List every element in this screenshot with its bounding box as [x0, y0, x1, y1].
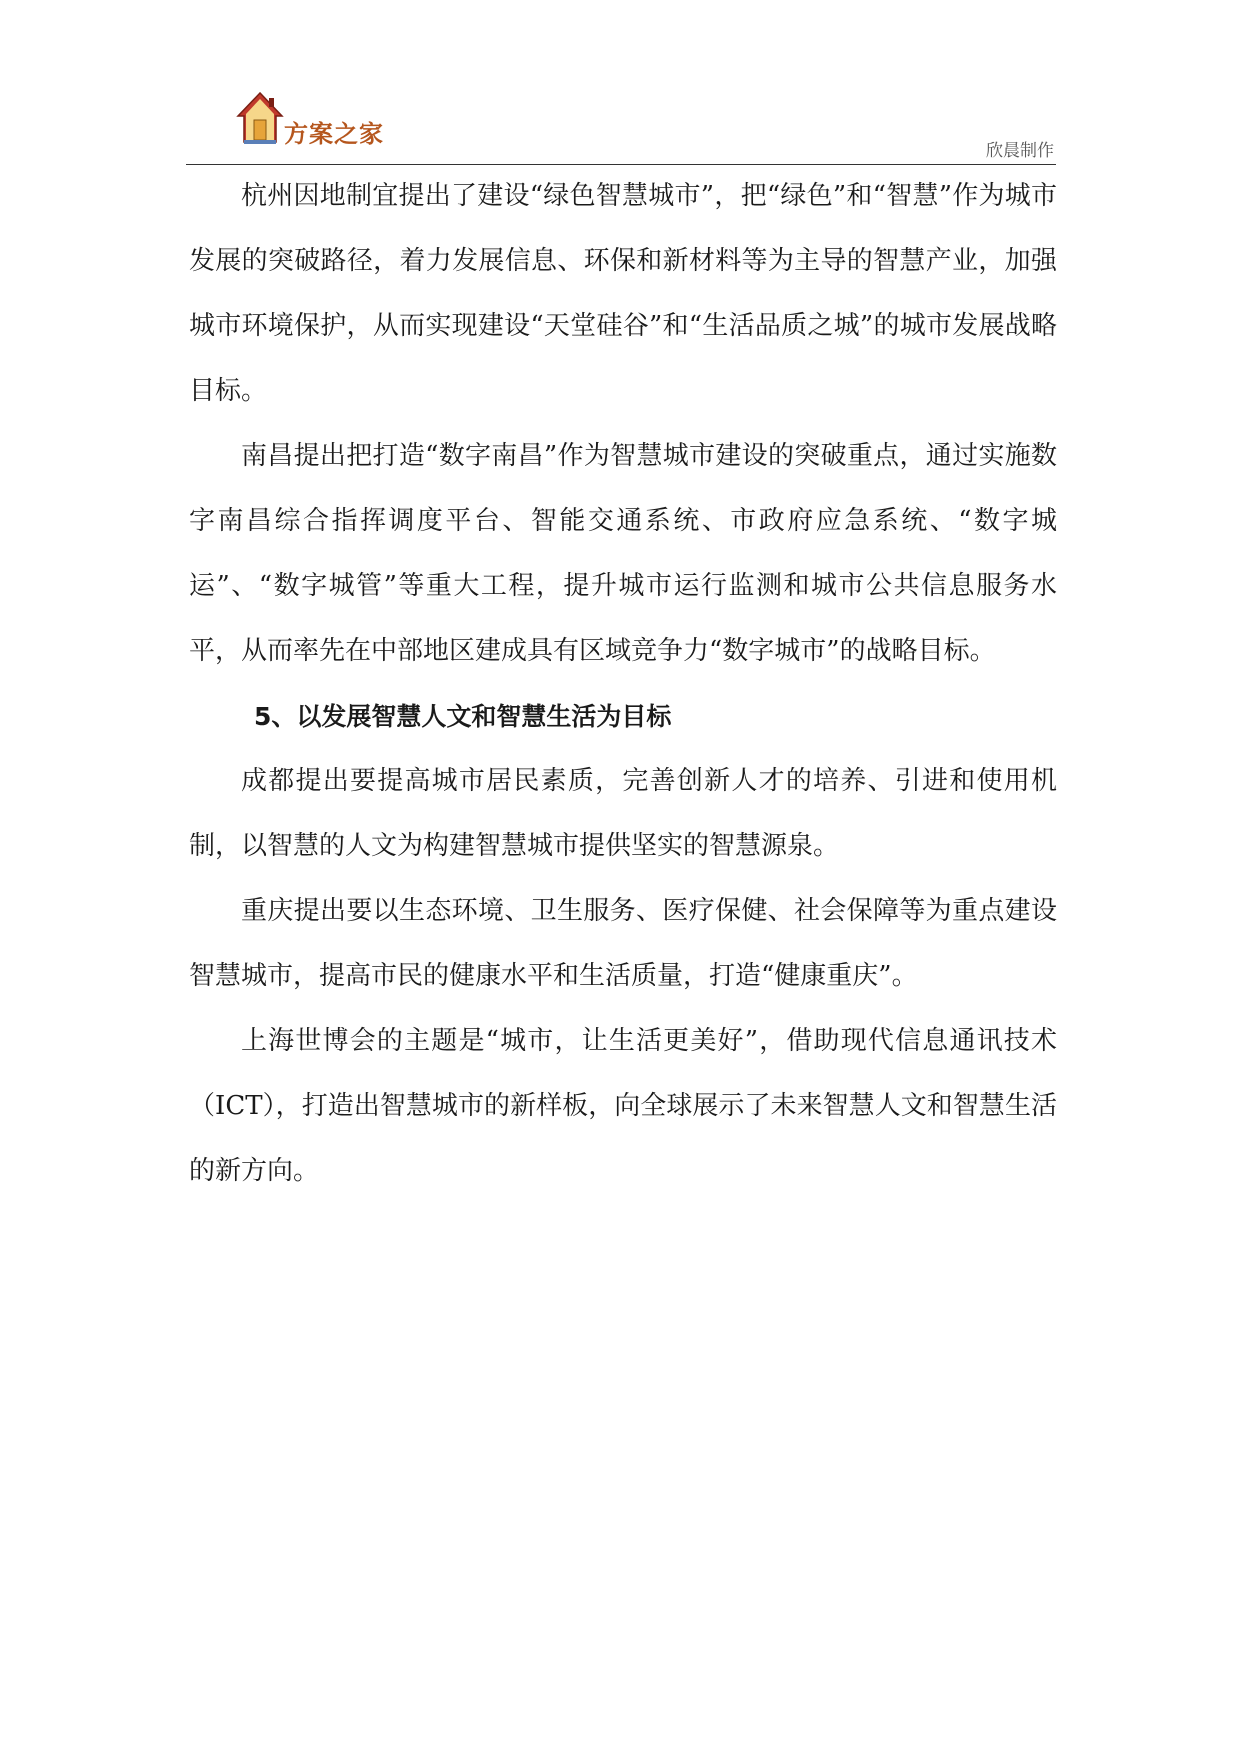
paragraph-chongqing: 重庆提出要以生态环境、卫生服务、医疗保健、社会保障等为重点建设智慧城市，提高市民的健康水平和生活质量，打造“健康重庆”。	[189, 896, 1057, 991]
logo-text: 方案之家	[284, 120, 384, 148]
paragraph-chengdu: 成都提出要提高城市居民素质，完善创新人才的培养、引进和使用机制，以智慧的人文为构建智慧城市提供坚实的智慧源泉。	[189, 766, 1057, 861]
header-author: 欣晨制作	[986, 141, 1054, 161]
page-header	[186, 88, 1056, 165]
paragraph-shanghai: 上海世博会的主题是“城市，让生活更美好”，借助现代信息通讯技术（ICT），打造出智慧城市的新样板，向全球展示了未来智慧人文和智慧生活的新方向。	[189, 1026, 1057, 1186]
paragraph-nanchang: 南昌提出把打造“数字南昌”作为智慧城市建设的突破重点，通过实施数字南昌综合指挥调度平台、智能交通系统、市政府应急系统、“数字城运”、“数字城管”等重大工程，提升城市运行监测和城市公共信息服务水平，从而率先在中部地区建成具有区域竞争力“数字城市”的战略目标。	[189, 441, 1057, 666]
paragraph-hangzhou: 杭州因地制宜提出了建设“绿色智慧城市”，把“绿色”和“智慧”作为城市发展的突破路径，着力发展信息、环保和新材料等为主导的智慧产业，加强城市环境保护，从而实现建设“天堂硅谷”和“生活品质之城”的城市发展战略目标。	[189, 181, 1057, 406]
house-logo-icon	[236, 90, 284, 146]
section-heading: 5、以发展智慧人文和智慧生活为目标	[254, 702, 672, 731]
document-body	[189, 164, 1057, 1204]
